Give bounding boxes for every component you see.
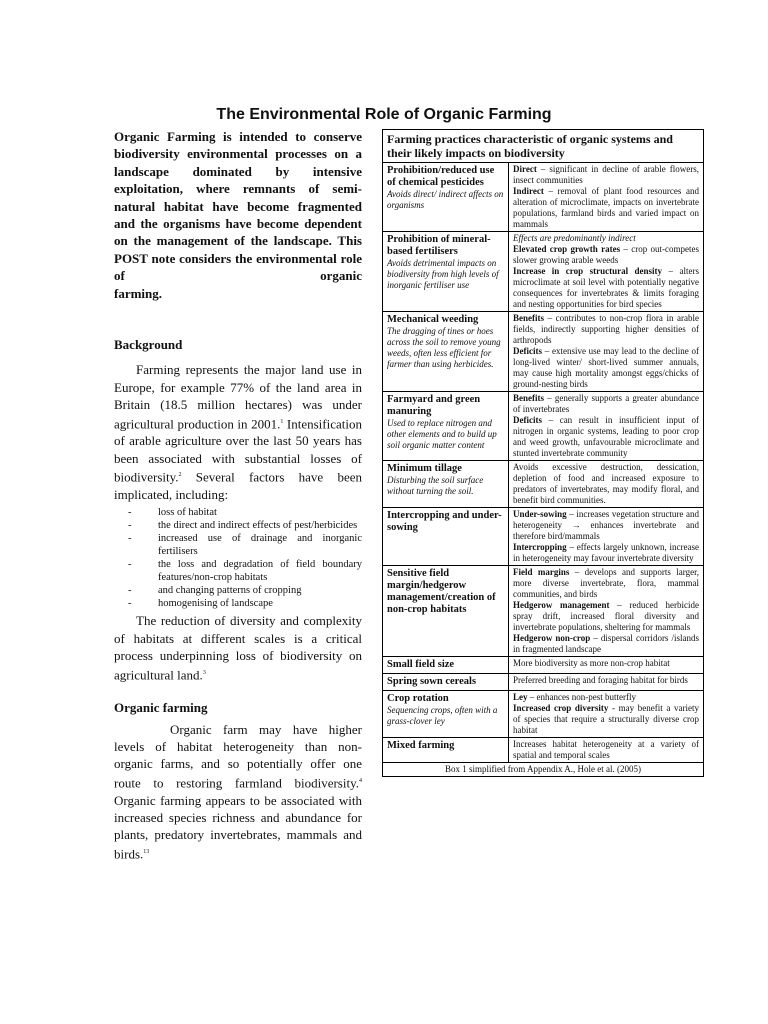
footnote-ref: 13 [143, 848, 150, 855]
practice-cell [383, 312, 509, 391]
organic-heading: Organic farming [114, 700, 208, 716]
practice-name: Small field size [387, 659, 455, 670]
impact-text: Elevated crop growth rates – crop out-competes slower growing arable weeds [513, 244, 700, 265]
impact-cell [509, 674, 703, 690]
impact-label: Ley [513, 692, 528, 702]
footnote-ref: 2 [178, 472, 182, 479]
impact-text: Avoids excessive destruction, dessication, depletion of food and increased exposure to predators of invertebrates, may modify floral, and benefit bird communities. [513, 462, 699, 505]
impact-text: Deficits – extensive use may lead to the decline of long-lived winter/ short-lived summer annuals, may cause high mortality amongst eggs/chicks of ground-nesting birds [513, 346, 699, 389]
practice-row [383, 163, 703, 232]
factor-item: - and changing patterns of cropping [128, 584, 362, 597]
practice-description: Avoids direct/ indirect affects on organisms [387, 189, 504, 210]
bg-p1-text-c: Several factors have been implicated, including: [114, 469, 362, 502]
impact-label: Direct [513, 164, 537, 174]
impact-cell [509, 232, 703, 311]
background-section [114, 336, 362, 863]
impact-cell [509, 738, 703, 762]
practice-description: Used to replace nitrogen and other elements and to build up soil organic matter content [387, 418, 497, 450]
impact-cell [509, 657, 703, 673]
impact-text: Indirect – removal of plant food resources and alteration of microclimate, impacts on invertebrate populations, farmland birds and varied impact on mammals [513, 186, 699, 229]
practice-cell [383, 566, 509, 656]
impact-label: Hedgerow management [513, 600, 610, 610]
practice-row [383, 691, 703, 738]
impact-label: Increase in crop structural density [513, 266, 663, 276]
impact-label: Benefits [513, 313, 544, 323]
impact-label: Hedgerow non-crop [513, 633, 591, 643]
practice-description: Disturbing the soil surface without turning the soil. [387, 475, 484, 496]
impact-text: Increases habitat heterogeneity at a variety of spatial and temporal scales [513, 739, 699, 760]
impact-label: Intercropping [513, 542, 567, 552]
practice-cell [383, 508, 509, 565]
background-paragraph-2 [114, 612, 362, 683]
practice-description: Avoids detrimental impacts on biodiversity from high levels of inorganic fertiliser use [387, 258, 499, 290]
impact-text: Increased crop diversity - may benefit a variety of species that require a structurally diverse crop habitat [513, 703, 699, 735]
impact-text: Intercropping – effects largely unknown, increase in heterogeneity may favour invertebrate diversity [513, 542, 699, 563]
practice-name: Crop rotation [387, 693, 449, 704]
impact-text: Benefits – contributes to non-crop flora in arable fields, indirectly supporting higher densities of arthropods [513, 313, 699, 345]
practice-name: Farmyard and green manuring [387, 394, 481, 417]
impact-text: Hedgerow non-crop – dispersal corridors /islands in fragmented landscape [513, 633, 700, 654]
practice-name: Spring sown cereals [387, 676, 477, 687]
impact-cell [509, 392, 703, 460]
practice-name: Prohibition of mineral-based fertilisers [387, 234, 491, 257]
box-heading: Farming practices characteristic of organic systems and their likely impacts on biodiversity [383, 130, 703, 163]
background-paragraph-1 [114, 361, 362, 503]
intro-text-end: farming. [114, 285, 163, 301]
impact-label: Deficits [513, 415, 542, 425]
impact-label: Increased crop diversity [513, 703, 609, 713]
practice-cell [383, 674, 509, 690]
practice-row [383, 738, 703, 763]
impact-text: Ley – enhances non-pest butterfly [513, 692, 636, 702]
impact-text: Preferred breeding and foraging habitat for birds [513, 675, 688, 685]
practice-name: Sensitive field margin/hedgerow management/creation of non-crop habitats [387, 568, 496, 615]
factor-item: - homogenising of landscape [128, 597, 362, 610]
practice-cell [383, 461, 509, 507]
practice-cell [383, 163, 509, 231]
practice-row [383, 312, 703, 392]
impact-cell [509, 691, 703, 737]
factor-item: - loss of habitat [128, 506, 362, 519]
practice-row [383, 657, 703, 674]
practice-name: Minimum tillage [387, 463, 462, 474]
impact-text: Benefits – generally supports a greater abundance of invertebrates [513, 393, 699, 414]
practice-cell [383, 691, 509, 737]
bg-p1-text-b: Intensification of arable agriculture over the last 50 years has been associated with substantial losses of biodiversity. [114, 415, 362, 485]
practice-name: Mixed farming [387, 740, 455, 751]
practice-cell [383, 657, 509, 673]
page-title: The Environmental Role of Organic Farming [216, 106, 552, 123]
impact-label: Field margins [513, 567, 570, 577]
footnote-ref: 3 [202, 669, 206, 676]
farming-practices-box [382, 129, 704, 777]
factor-item: - the loss and degradation of field boundary features/non-crop habitats [128, 558, 362, 584]
practice-row [383, 232, 703, 312]
practice-name: Intercropping and under-sowing [387, 510, 502, 533]
practice-cell [383, 738, 509, 762]
impact-label: Elevated crop growth rates [513, 244, 621, 254]
practice-row [383, 508, 703, 566]
bg-p2-text: The reduction of diversity and complexity of habitats at different scales is a critical process underpinning loss of biodiversity on agricultural land. [114, 613, 362, 682]
factors-list [114, 506, 362, 610]
impact-cell [509, 163, 703, 231]
box-rows [383, 163, 703, 763]
organic-text-a: Organic farm may have higher levels of habitat heterogeneity than non-organic farms, and so potentially offer one route to restoring farmland biodiversity. [114, 721, 362, 791]
factor-item: - increased use of drainage and inorganic fertilisers [128, 532, 362, 558]
organic-paragraph [114, 721, 362, 863]
footnote-ref: 4 [359, 777, 362, 784]
organic-text-b: Organic farming appears to be associated with increased species richness and abundance for plants, predatory invertebrates, mammals and birds. [114, 792, 362, 862]
impact-text: Hedgerow management – reduced herbicide spray drift, increased floral diversity and invertebrate populations, sheltering for mammals [513, 600, 699, 632]
impact-cell [509, 312, 703, 391]
impact-text: Effects are predominantly indirect [513, 233, 636, 243]
impact-text: Field margins – develops and supports larger, more diverse invertebrate, flora, mammal communities, and birds [513, 567, 700, 599]
practice-cell [383, 392, 509, 460]
practice-row [383, 461, 703, 508]
practice-name: Prohibition/reduced use of chemical pesticides [387, 165, 495, 188]
impact-text: Under-sowing – increases vegetation structure and heterogeneity → enhances invertebrate and therefore bird/mammals [513, 509, 699, 541]
intro-text: Organic Farming is intended to conserve biodiversity environmental processes on a landscape dominated by intensive exploitation, where remnants of semi-natural habitat have become fragmented and the organisms have become dependent on the management of the landscape. This POST note considers the environmental role of organic [114, 129, 362, 284]
practice-row [383, 566, 703, 657]
impact-label: Indirect [513, 186, 544, 196]
bg-p1-text-a: Farming represents the major land use in Europe, for example 77% of the land area in Britain (18.5 million hectares) was under agricultural production in 2001. [114, 362, 362, 431]
impact-cell [509, 461, 703, 507]
practice-row [383, 392, 703, 461]
impact-cell [509, 508, 703, 565]
impact-text: Deficits – can result in insufficient input of nitrogen in organic systems, leading to poor crop and weed growth, unfavourable microclimate and stunted invertebrate community [513, 415, 699, 458]
background-heading: Background [114, 337, 183, 352]
impact-cell [509, 566, 703, 656]
practice-row [383, 674, 703, 691]
factor-item: - the direct and indirect effects of pest/herbicides [128, 519, 362, 532]
practice-name: Mechanical weeding [387, 314, 479, 325]
impact-text: More biodiversity as more non-crop habitat [513, 658, 670, 668]
footnote-ref: 1 [280, 418, 284, 425]
impact-text: Direct – significant in decline of arable flowers, insect communities [513, 164, 699, 185]
practice-cell [383, 232, 509, 311]
impact-text: Increase in crop structural density – alters microclimate at soil level with potentially negative consequences for invertebrates & limits foraging and nesting opportunities for bird species [513, 266, 699, 309]
practice-description: The dragging of tines or hoes across the soil to remove young weeds, often less efficient for farmer than using herbicides. [387, 326, 501, 369]
impact-label: Under-sowing [513, 509, 567, 519]
box-caption: Box 1 simplified from Appendix A., Hole et al. (2005) [445, 764, 641, 774]
impact-label: Deficits [513, 346, 542, 356]
intro-paragraph [114, 128, 362, 302]
impact-label: Benefits [513, 393, 544, 403]
practice-description: Sequencing crops, often with a grass-clover ley [387, 705, 498, 726]
